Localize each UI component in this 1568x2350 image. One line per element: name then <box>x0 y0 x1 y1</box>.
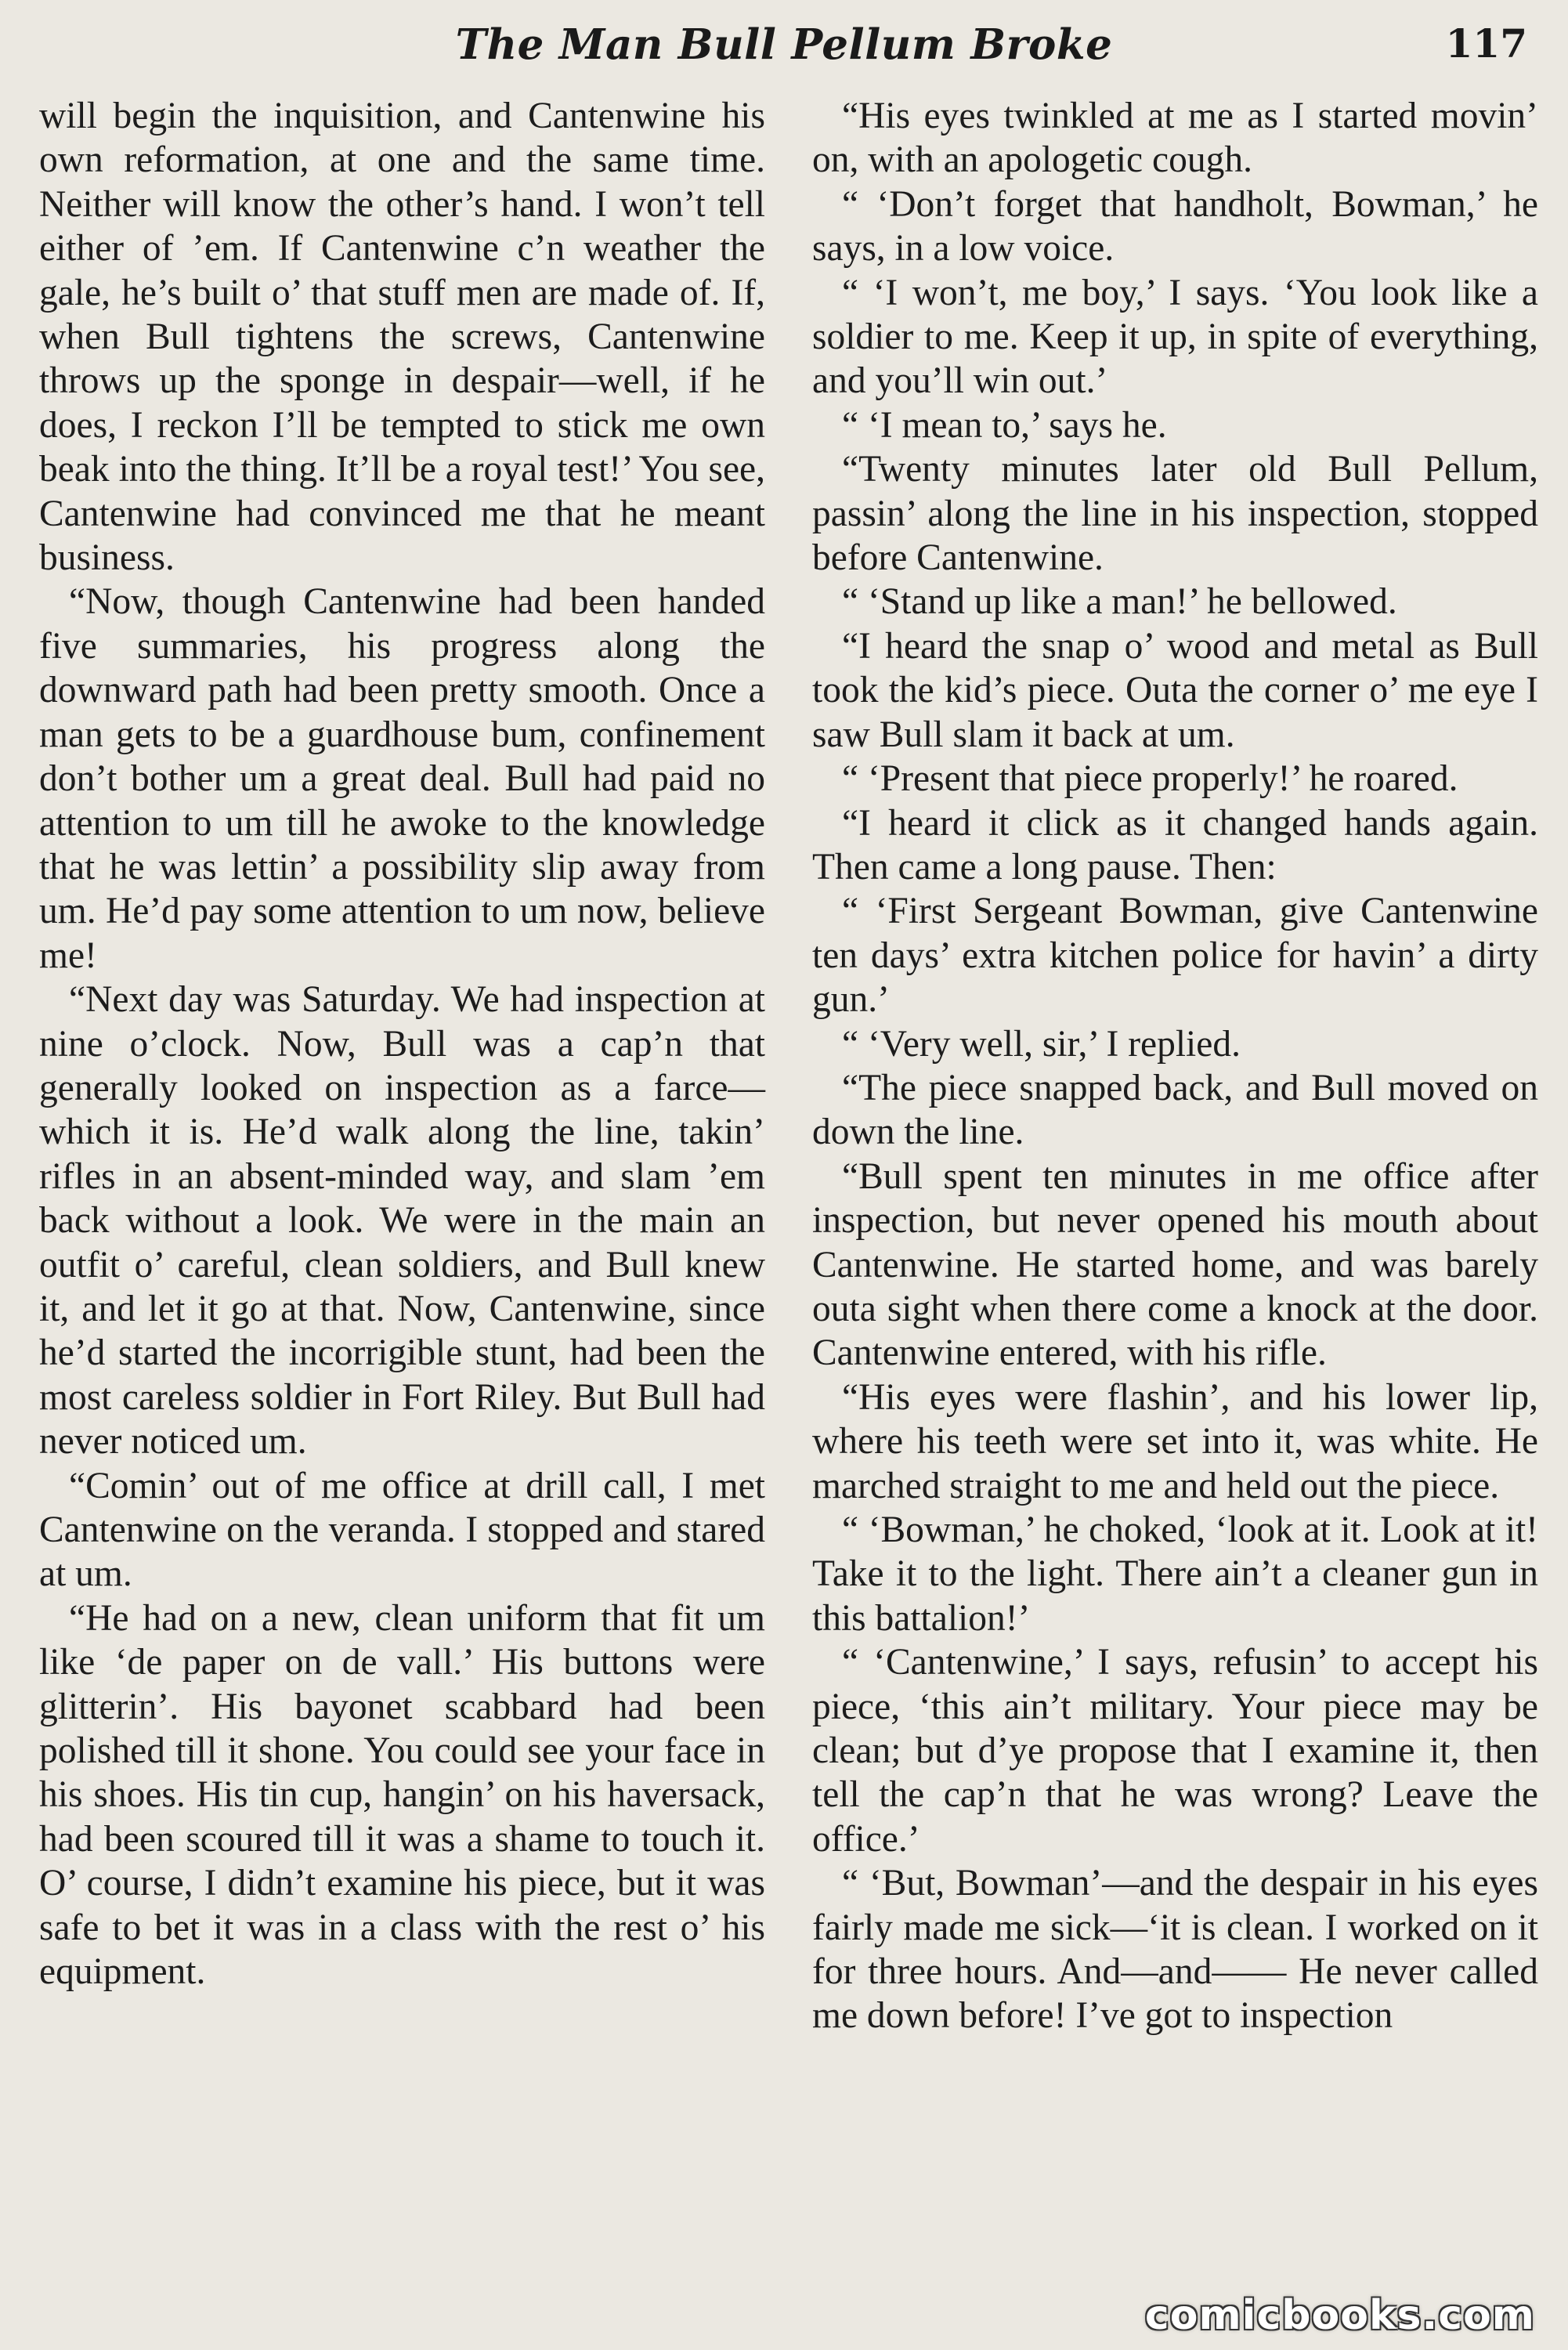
watermark: comicbooks.com <box>1144 2292 1535 2339</box>
paragraph: “Bull spent ten minutes in me office after inspection, but never opened his mouth about Cantenwine. He started home, and was barely outa sight when there come a knock at the door. Cantenwine entered, with his rifle. <box>812 1155 1538 1374</box>
paragraph: “ ‘First Sergeant Bowman, give Cantenwine ten days’ extra kitchen police for havin’ a dirty gun.’ <box>812 891 1538 1021</box>
paragraph: “ ‘Cantenwine,’ I says, refusin’ to accept his piece, ‘this ain’t military. Your piece may be clean; but d’ye propose that I examine it, then tell the cap’n that he was wrong? Leave the office.’ <box>812 1642 1538 1860</box>
page-header <box>41 14 1527 85</box>
paragraph: “ ‘Present that piece properly!’ he roared. <box>842 758 1458 800</box>
paragraph: “ ‘I mean to,’ says he. <box>842 404 1167 446</box>
paragraph: “Comin’ out of me office at drill call, I met Cantenwine on the veranda. I stopped and stared at um. <box>39 1465 765 1595</box>
paragraph: “Twenty minutes later old Bull Pellum, passin’ along the line in his inspection, stopped before Cantenwine. <box>812 449 1538 579</box>
paragraph: “ ‘But, Bowman’—and the despair in his eyes fairly made me sick—‘it is clean. I worked on it for three hours. And—and—— He never called me down before! I’ve got to inspection <box>812 1863 1538 2037</box>
paragraph: “His eyes were flashin’, and his lower lip, where his teeth were set into it, was white. He marched straight to me and held out the piece. <box>812 1376 1538 1506</box>
paragraph: “ ‘Stand up like a man!’ he bellowed. <box>842 581 1397 623</box>
paragraph: “I heard it click as it changed hands again. Then came a long pause. Then: <box>812 802 1538 888</box>
paragraph: “Next day was Saturday. We had inspection at nine o’clock. Now, Bull was a cap’n that generally looked on inspection as a farce—which it is. He’d walk along the line, takin’ rifles in an absent-minded way, and slam ’em back without a look. We were in the main an outfit o’ careful, clean soldiers, and Bull knew it, and let it go at that. Now, Cantenwine, since he’d started the incorrigible stunt, had been the most careless soldier in Fort Riley. But Bull had never noticed um. <box>39 979 765 1462</box>
right-column <box>812 94 1538 2334</box>
paragraph: “ ‘Very well, sir,’ I replied. <box>842 1023 1241 1065</box>
text-columns <box>39 94 1538 2334</box>
paragraph: “I heard the snap o’ wood and metal as Bull took the kid’s piece. Outa the corner o’ me eye I saw Bull slam it back at um. <box>812 625 1538 755</box>
page-number: 117 <box>1445 20 1527 67</box>
paragraph: “Now, though Cantenwine had been handed five summaries, his progress along the downward path had been pretty smooth. Once a man gets to be a guardhouse bum, confinement don’t bother um a great deal. Bull had paid no attention to um till he awoke to the knowledge that he was lettin’ a possibility slip away from um. He’d pay some attention to um now, believe me! <box>39 581 765 976</box>
paragraph: “The piece snapped back, and Bull moved on down the line. <box>812 1067 1538 1153</box>
paragraph: “He had on a new, clean uniform that fit um like ‘de paper on de vall.’ His buttons were glitterin’. His bayonet scabbard had been polished till it shone. You could see your face in his shoes. His tin cup, hangin’ on his haversack, had been scoured till it was a shame to touch it. O’ course, I didn’t examine his piece, but it was safe to bet it was in a class with the rest o’ his equipment. <box>39 1597 765 1993</box>
paragraph: “ ‘Don’t forget that handholt, Bowman,’ he says, in a low voice. <box>812 183 1538 269</box>
left-column <box>39 94 765 2334</box>
paragraph: “ ‘Bowman,’ he choked, ‘look at it. Look at it! Take it to the light. There ain’t a cleaner gun in this battalion!’ <box>812 1509 1538 1639</box>
paragraph: “His eyes twinkled at me as I started movin’ on, with an apologetic cough. <box>812 96 1538 181</box>
paragraph: “ ‘I won’t, me boy,’ I says. ‘You look like a soldier to me. Keep it up, in spite of everything, and you’ll win out.’ <box>812 272 1538 402</box>
paragraph: will begin the inquisition, and Cantenwine his own reformation, at one and the same time. Neither will know the other’s hand. I won’t tell either of ’em. If Cantenwine c’n weather the gale, he’s built o’ that stuff men are made of. If, when Bull tightens the screws, Cantenwine throws up the sponge in despair—well, if he does, I reckon I’ll be tempted to stick me own beak into the thing. It’ll be a royal test!’ You see, Cantenwine had convinced me that he meant business. <box>39 96 765 579</box>
running-title: The Man Bull Pellum Broke <box>455 20 1113 69</box>
